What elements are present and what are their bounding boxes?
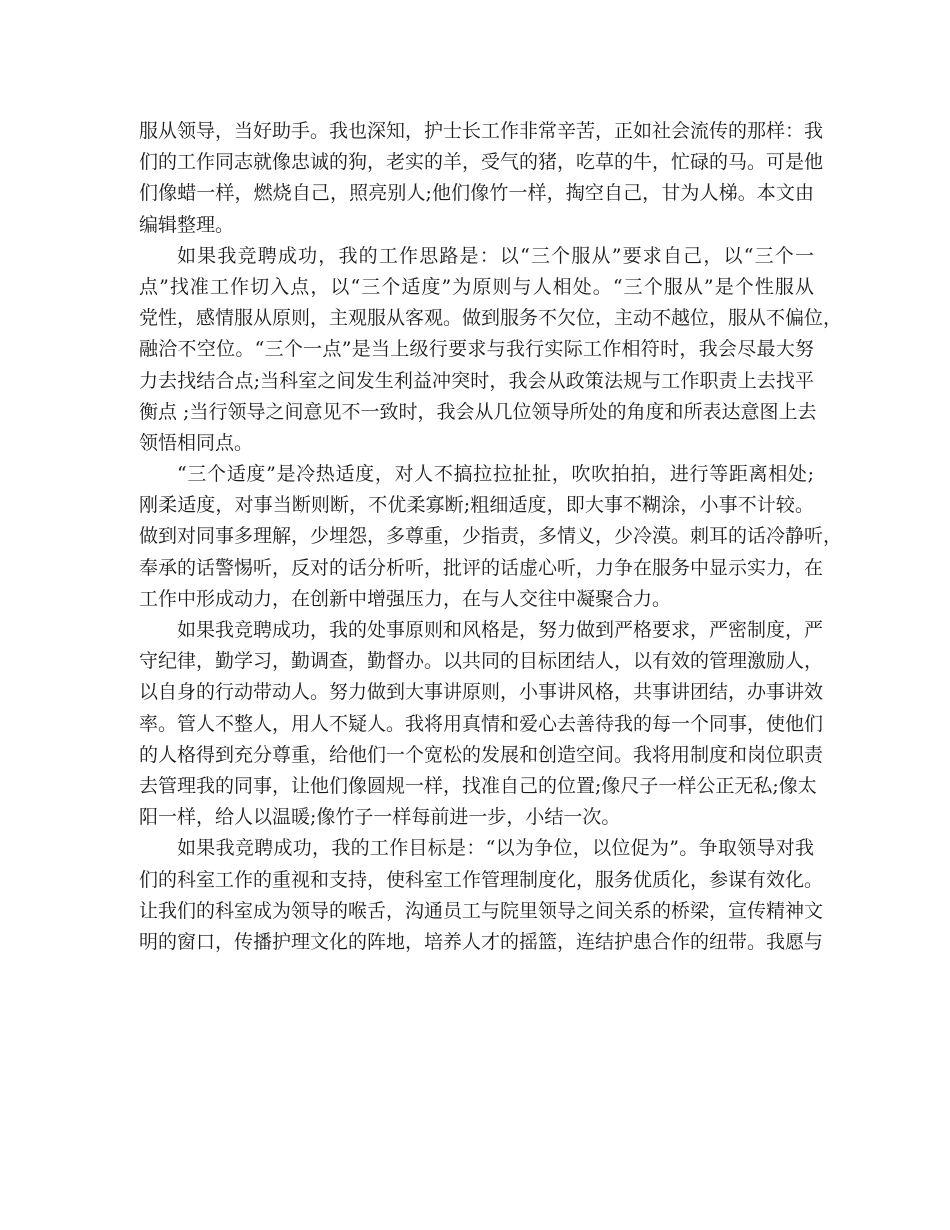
paragraph-line: 奉承的话警惕听，反对的话分析听，批评的话虚心听，力争在服务中显示实力，在: [139, 556, 824, 579]
paragraph: [139, 116, 824, 241]
paragraph-line: 融洽不空位。“三个一点”是当上级行要求与我行实际工作相符时，我会尽最大努: [139, 338, 814, 361]
paragraph-line: 点”找准工作切入点，以“三个适度”为原则与人相处。“三个服从”是个性服从: [139, 275, 814, 298]
paragraph-line: 阳一样，给人以温暖;像竹子一样每前进一步，小结一次。: [139, 806, 621, 829]
paragraph-line: 以自身的行动带动人。努力做到大事讲原则，小事讲风格，共事讲团结，办事讲效: [139, 681, 824, 704]
paragraph: [139, 459, 843, 615]
paragraph-line: “三个适度”是冷热适度，对人不搞拉拉扯扯，吹吹拍拍，进行等距离相处;: [177, 463, 814, 486]
paragraph-line: 明的窗口，传播护理文化的阵地，培养人才的摇篮，连结护患合作的纽带。我愿与: [139, 930, 824, 953]
paragraph-line: 领悟相同点。: [139, 431, 254, 454]
paragraph-line: 党性，感情服从原则，主观服从客观。做到服务不欠位，主动不越位，服从不偏位，: [139, 307, 843, 330]
paragraph-line: 的人格得到充分尊重，给他们一个宽松的发展和创造空间。我将用制度和岗位职责: [139, 743, 824, 766]
document-body: [139, 116, 843, 958]
paragraph: [139, 833, 824, 958]
paragraph-line: 如果我竞聘成功，我的工作目标是：“以为争位，以位促为”。争取领导对我: [177, 837, 814, 860]
paragraph-line: 刚柔适度，对事当断则断，不优柔寡断;粗细适度，即大事不糊涂，小事不计较。: [139, 494, 814, 517]
paragraph-line: 去管理我的同事，让他们像圆规一样，找准自己的位置;像尺子一样公正无私;像太: [139, 774, 817, 797]
paragraph-line: 力去找结合点;当科室之间发生利益冲突时，我会从政策法规与工作职责上去找平: [139, 369, 814, 392]
paragraph-line: 如果我竞聘成功，我的工作思路是：以“三个服从”要求自己，以“三个一: [177, 244, 814, 267]
paragraph-line: 们像蜡一样，燃烧自己，照亮别人;他们像竹一样，掏空自己，甘为人梯。本文由: [139, 182, 814, 205]
paragraph-line: 们的科室工作的重视和支持，使科室工作管理制度化，服务优质化，参谋有效化。: [139, 868, 824, 891]
paragraph-line: 服从领导，当好助手。我也深知，护士长工作非常辛苦，正如社会流传的那样：我: [139, 120, 824, 142]
paragraph-line: 编辑整理。: [139, 213, 235, 236]
paragraph: [139, 615, 824, 833]
paragraph-line: 们的工作同志就像忠诚的狗，老实的羊，受气的猪，吃草的牛，忙碌的马。可是他: [139, 151, 824, 174]
paragraph-line: 如果我竞聘成功，我的处事原则和风格是，努力做到严格要求，严密制度，严: [177, 619, 824, 641]
paragraph-line: 率。管人不整人，用人不疑人。我将用真情和爱心去善待我的每一个同事，使他们: [139, 712, 824, 735]
paragraph-line: 守纪律，勤学习，勤调查，勤督办。以共同的目标团结人，以有效的管理激励人，: [139, 650, 824, 673]
paragraph-line: 工作中形成动力，在创新中增强压力，在与人交往中凝聚合力。: [139, 587, 672, 610]
paragraph: [139, 241, 843, 459]
paragraph-line: 衡点 ;当行领导之间意见不一致时，我会从几位领导所处的角度和所表达意图上去: [139, 400, 817, 423]
paragraph-line: 让我们的科室成为领导的喉舌，沟通员工与院里领导之间关系的桥梁，宣传精神文: [139, 899, 824, 922]
paragraph-line: 做到对同事多理解，少埋怨，多尊重，少指责，多情义，少冷漠。刺耳的话冷静听，: [139, 525, 843, 548]
